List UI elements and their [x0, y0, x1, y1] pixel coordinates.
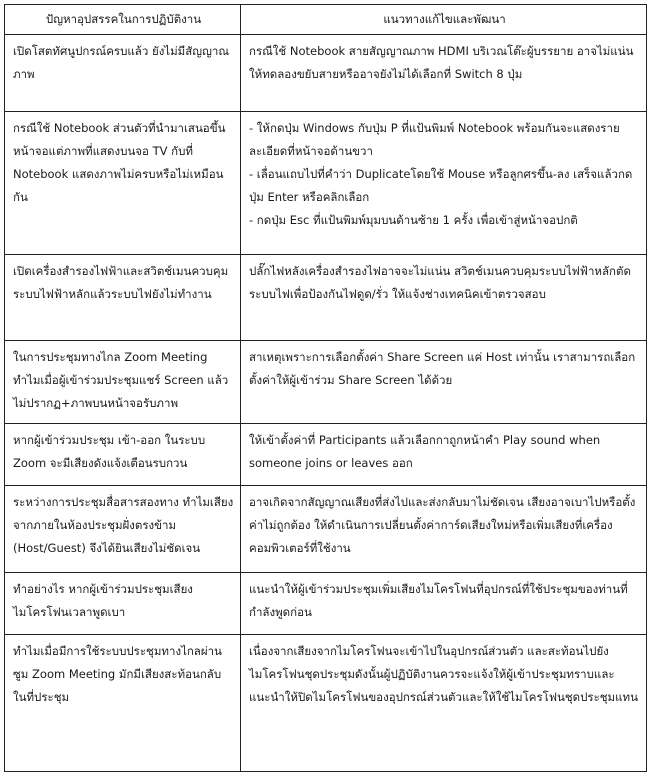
- solution-text: อาจเกิดจากสัญญาณเสียงที่ส่งไปและส่งกลับมาไม่ชัดเจน เสียงอาจเบาไปหรือตั้งค่าไม่ถูกต้อง ให้ดำเนินการเปลี่ยนตั้งค่าการ์ดเสียงใหม่หรือเพิ่มเสียงที่เครื่องคอมพิวเตอร์ที่ใช้งาน: [249, 495, 636, 555]
- problem-cell: กรณีใช้ Notebook ส่วนตัวที่นำมาเสนอขึ้นหน้าจอแต่ภาพที่แสดงบนจอ TV กับที่ Notebook แสดงภาพไม่ครบหรือไม่เหมือนกัน: [5, 112, 241, 255]
- solution-text: เนื่องจากเสียงจากไมโครโฟนจะเข้าไปในอุปกรณ์ส่วนตัว และสะท้อนไปยังไมโครโฟนชุดประชุมดังนั้นผู้ปฏิบัติงานควรจะแจ้งให้ผู้เข้าประชุมทราบและแนะนำให้ปิดไมโครโฟนของอุปกรณ์ส่วนตัวและให้ใช้ไมโครโฟนชุดประชุมแทน: [249, 644, 638, 704]
- solution-step: - กดปุ่ม Esc ที่แป้นพิมพ์มุมบนด้านซ้าย 1 ครั้ง เพื่อเข้าสู่หน้าจอปกติ: [249, 213, 578, 227]
- table-row: [5, 35, 647, 112]
- solution-cell: [241, 112, 647, 255]
- solution-cell: [241, 573, 647, 635]
- table-row: [5, 255, 647, 341]
- problem-cell: เปิดโสตทัศนูปกรณ์ครบแล้ว ยังไม่มีสัญญาณภาพ: [5, 35, 241, 112]
- solution-text: ให้เข้าตั้งค่าที่ Participants แล้วเลือกกาถูกหน้าคำ Play sound when someone joins or leaves ออก: [249, 433, 601, 470]
- table-header-row: [5, 5, 647, 35]
- header-problem: ปัญหาอุปสรรคในการปฏิบัติงาน: [5, 5, 241, 35]
- problems-solutions-table: [4, 4, 647, 772]
- problem-cell: เปิดเครื่องสำรองไฟฟ้าและสวิตช์เมนควบคุมระบบไฟฟ้าหลักแล้วระบบไฟยังไม่ทำงาน: [5, 255, 241, 341]
- header-solution: แนวทางแก้ไขและพัฒนา: [241, 5, 647, 35]
- solution-text: แนะนำให้ผู้เข้าร่วมประชุมเพิ่มเสียงไมโครโฟนที่อุปกรณ์ที่ใช้ประชุมของท่านที่กำลังพูดก่อน: [249, 582, 628, 619]
- table-row: [5, 486, 647, 573]
- solution-text: กรณีใช้ Notebook สายสัญญาณภาพ HDMI บริเวณโต๊ะผู้บรรยาย อาจไม่แน่นให้ทดลองขยับสายหรืออาจยังไม่ได้เลือกที่ Switch 8 ปุ่ม: [249, 44, 634, 81]
- table-row: [5, 112, 647, 255]
- table-row: [5, 573, 647, 635]
- solution-cell: [241, 424, 647, 486]
- solution-step: - ให้กดปุ่ม Windows กับปุ่ม P ที่แป้นพิมพ์ Notebook พร้อมกันจะแสดงรายละเอียดที่หน้าจอด้านขวา: [249, 121, 620, 158]
- problem-cell: ทำอย่างไร หากผู้เข้าร่วมประชุมเสียงไมโครโฟนเวลาพูดเบา: [5, 573, 241, 635]
- solution-cell: [241, 255, 647, 341]
- table-row: [5, 635, 647, 772]
- problem-cell: หากผู้เข้าร่วมประชุม เข้า-ออก ในระบบ Zoom จะมีเสียงดังแจ้งเตือนรบกวน: [5, 424, 241, 486]
- solution-cell: [241, 35, 647, 112]
- solution-cell: [241, 635, 647, 772]
- solution-step: - เลื่อนแถบไปที่คำว่า Duplicateโดยใช้ Mouse หรือลูกศรขึ้น-ลง เสร็จแล้วกดปุ่ม Enter หรือคลิกเลือก: [249, 167, 633, 204]
- solution-cell: [241, 341, 647, 424]
- table-row: [5, 424, 647, 486]
- problem-cell: ในการประชุมทางไกล Zoom Meeting ทำไมเมื่อผู้เข้าร่วมประชุมแชร์ Screen แล้วไม่ปรากฏ+ภาพบนหน้าจอรับภาพ: [5, 341, 241, 424]
- solution-text: ปลั๊กไฟหลังเครื่องสำรองไฟอาจจะไม่แน่น สวิตช์เมนควบคุมระบบไฟฟ้าหลักตัดระบบไฟเพื่อป้องกันไฟดูด/รั่ว ให้แจ้งช่างเทคนิคเข้าตรวจสอบ: [249, 264, 631, 301]
- solution-cell: [241, 486, 647, 573]
- problem-cell: ระหว่างการประชุมสื่อสารสองทาง ทำไมเสียงจากภายในห้องประชุมฝั่งตรงข้าม (Host/Guest) จึงได้ยินเสียงไม่ชัดเจน: [5, 486, 241, 573]
- problem-cell: ทำไมเมื่อมีการใช้ระบบประชุมทางไกลผ่านซูม Zoom Meeting มักมีเสียงสะท้อนกลับในที่ประชุม: [5, 635, 241, 772]
- table-row: [5, 341, 647, 424]
- solution-text: สาเหตุเพราะการเลือกตั้งค่า Share Screen แค่ Host เท่านั้น เราสามารถเลือกตั้งค่าให้ผู้เข้าร่วม Share Screen ได้ด้วย: [249, 350, 636, 387]
